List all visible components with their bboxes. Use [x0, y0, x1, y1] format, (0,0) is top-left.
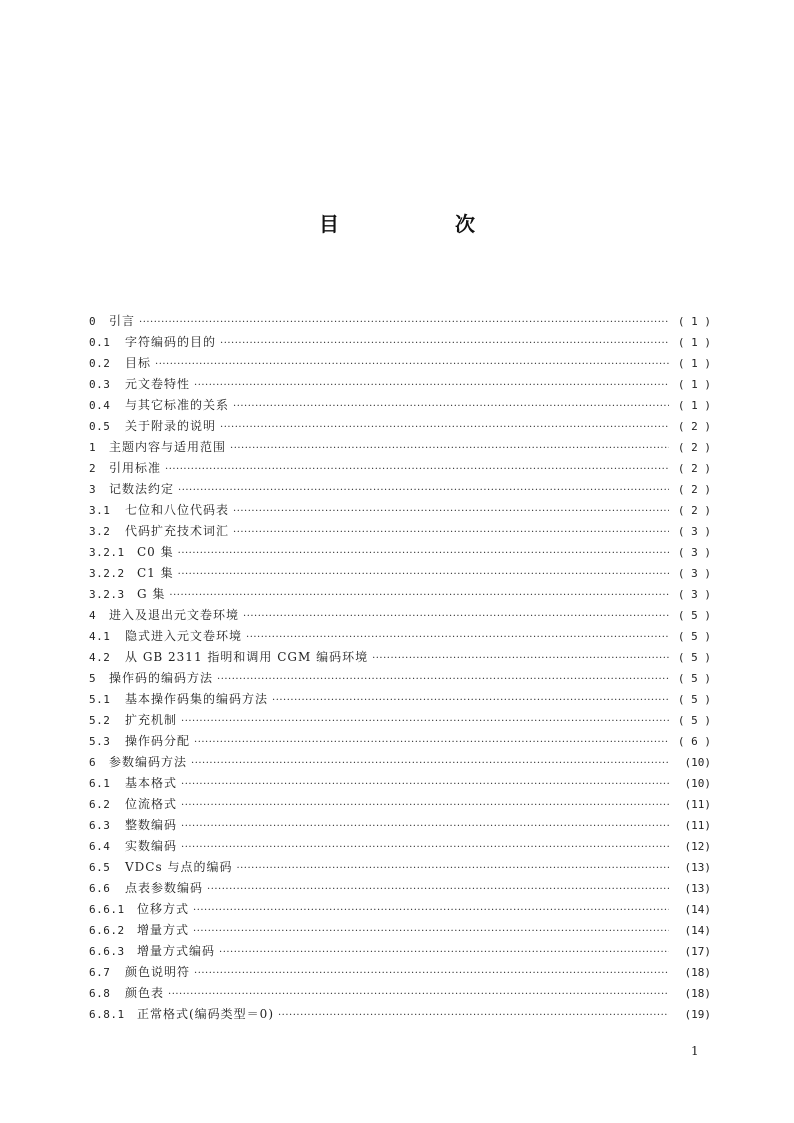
toc-entry-title: 引言: [109, 314, 136, 328]
toc-entry-page: (14): [684, 903, 711, 916]
toc-entry-title: 引用标准: [109, 461, 162, 475]
toc-dot-leader: [220, 417, 669, 438]
toc-entry-number: 0: [89, 315, 97, 328]
toc-entry[interactable]: [89, 983, 711, 1004]
toc-dot-leader: [178, 480, 669, 501]
toc-dot-leader: [181, 816, 669, 837]
toc-entry-title: 扩充机制: [125, 713, 178, 727]
toc-entry[interactable]: [89, 605, 711, 626]
toc-entry[interactable]: [89, 878, 711, 899]
toc-entry-title: VDCs 与点的编码: [125, 860, 233, 874]
toc-entry[interactable]: [89, 689, 711, 710]
toc-entry-page: (17): [684, 945, 711, 958]
toc-entry[interactable]: [89, 500, 711, 521]
toc-dot-leader: [243, 606, 669, 627]
toc-entry-page: (18): [684, 987, 711, 1000]
toc-entry-title: 实数编码: [125, 839, 178, 853]
toc-entry-page: (18): [684, 966, 711, 979]
toc-entry-number: 0.3: [89, 378, 111, 391]
toc-dot-leader: [181, 795, 669, 816]
toc-dot-leader: [233, 396, 669, 417]
toc-dot-leader: [194, 732, 669, 753]
toc-entry-title: 参数编码方法: [109, 755, 188, 769]
toc-entry-page: ( 3 ): [677, 546, 711, 559]
toc-entry-number: 5.1: [89, 693, 111, 706]
toc-entry-title: 从 GB 2311 指明和调用 CGM 编码环境: [125, 650, 369, 664]
toc-entry[interactable]: [89, 458, 711, 479]
toc-dot-leader: [219, 942, 669, 963]
toc-entry-page: ( 1 ): [677, 399, 711, 412]
toc-entry[interactable]: [89, 521, 711, 542]
toc-dot-leader: [169, 585, 669, 606]
toc-entry[interactable]: [89, 962, 711, 983]
toc-entry-page: ( 1 ): [677, 357, 711, 370]
toc-dot-leader: [207, 879, 669, 900]
toc-entry[interactable]: [89, 542, 711, 563]
toc-entry[interactable]: [89, 416, 711, 437]
toc-dot-leader: [178, 564, 669, 585]
toc-entry-title: 字符编码的目的: [125, 335, 217, 349]
toc-entry-title: 记数法约定: [109, 482, 175, 496]
toc-entry-title: 颜色说明符: [125, 965, 191, 979]
toc-entry-title: G 集: [137, 587, 166, 601]
toc-entry-number: 6.6.2: [89, 924, 125, 937]
toc-entry-page: ( 5 ): [677, 609, 711, 622]
toc-entry-number: 6.4: [89, 840, 111, 853]
toc-entry[interactable]: [89, 311, 711, 332]
toc-entry-number: 4.1: [89, 630, 111, 643]
toc-entry-page: ( 5 ): [677, 630, 711, 643]
toc-entry-title: 基本格式: [125, 776, 178, 790]
toc-entry-number: 6: [89, 756, 97, 769]
toc-entry-title: 点表参数编码: [125, 881, 204, 895]
toc-entry-number: 5.2: [89, 714, 111, 727]
toc-entry-title: 与其它标准的关系: [125, 398, 230, 412]
toc-dot-leader: [193, 900, 669, 921]
toc-entry[interactable]: [89, 941, 711, 962]
toc-entry-number: 0.5: [89, 420, 111, 433]
toc-entry[interactable]: [89, 794, 711, 815]
toc-dot-leader: [155, 354, 669, 375]
toc-entry-number: 3.2.3: [89, 588, 125, 601]
toc-entry[interactable]: [89, 563, 711, 584]
toc-entry-number: 3: [89, 483, 97, 496]
toc-entry-page: ( 5 ): [677, 693, 711, 706]
toc-dot-leader: [233, 522, 669, 543]
toc-entry[interactable]: [89, 752, 711, 773]
toc-entry-page: (14): [684, 924, 711, 937]
toc-entry[interactable]: [89, 731, 711, 752]
toc-entry[interactable]: [89, 395, 711, 416]
toc-entry[interactable]: [89, 773, 711, 794]
toc-entry-title: 增量方式编码: [137, 944, 216, 958]
toc-entry-number: 6.5: [89, 861, 111, 874]
toc-entry[interactable]: [89, 1004, 711, 1025]
toc-entry[interactable]: [89, 479, 711, 500]
toc-dot-leader: [178, 543, 669, 564]
toc-entry-number: 2: [89, 462, 97, 475]
toc-entry-number: 6.7: [89, 966, 111, 979]
toc-entry-title: 主题内容与适用范围: [109, 440, 227, 454]
toc-entry-title: 元文卷特性: [125, 377, 191, 391]
toc-dot-leader: [181, 774, 669, 795]
toc-entry-number: 6.6.1: [89, 903, 125, 916]
toc-entry-page: ( 2 ): [677, 420, 711, 433]
toc-entry-title: 关于附录的说明: [125, 419, 217, 433]
toc-entry-title: 操作码的编码方法: [109, 671, 214, 685]
toc-dot-leader: [194, 963, 669, 984]
toc-dot-leader: [193, 921, 669, 942]
toc-entry-number: 6.3: [89, 819, 111, 832]
toc-dot-leader: [372, 648, 669, 669]
toc-entry-title: 正常格式(编码类型＝0): [137, 1007, 274, 1021]
toc-entry-page: ( 1 ): [677, 336, 711, 349]
toc-dot-leader: [272, 690, 669, 711]
toc-entry-page: ( 2 ): [677, 462, 711, 475]
toc-entry-number: 1: [89, 441, 97, 454]
toc-entry-page: (13): [684, 882, 711, 895]
toc-entry-title: C0 集: [137, 545, 174, 559]
toc-entry[interactable]: [89, 353, 711, 374]
toc-entry-title: 七位和八位代码表: [125, 503, 230, 517]
toc-entry-number: 5: [89, 672, 97, 685]
toc-entry-title: C1 集: [137, 566, 174, 580]
toc-entry[interactable]: [89, 626, 711, 647]
toc-dot-leader: [165, 459, 669, 480]
toc-entry-number: 5.3: [89, 735, 111, 748]
toc-entry-title: 位流格式: [125, 797, 178, 811]
toc-dot-leader: [233, 501, 669, 522]
toc-entry-number: 6.6.3: [89, 945, 125, 958]
toc-dot-leader: [230, 438, 669, 459]
toc-dot-leader: [220, 333, 669, 354]
toc-entry-page: ( 6 ): [677, 735, 711, 748]
toc-entry-number: 3.2.2: [89, 567, 125, 580]
toc-entry-page: (13): [684, 861, 711, 874]
toc-entry-number: 3.2: [89, 525, 111, 538]
toc-entry[interactable]: [89, 899, 711, 920]
toc-entry-page: ( 2 ): [677, 441, 711, 454]
toc-dot-leader: [217, 669, 669, 690]
toc-entry-page: ( 2 ): [677, 483, 711, 496]
toc-entry[interactable]: [89, 857, 711, 878]
toc-entry-title: 颜色表: [125, 986, 165, 1000]
toc-entry-number: 3.1: [89, 504, 111, 517]
toc-entry-number: 0.2: [89, 357, 111, 370]
toc-entry-number: 6.1: [89, 777, 111, 790]
toc-entry-number: 4: [89, 609, 97, 622]
toc-dot-leader: [168, 984, 669, 1005]
toc-dot-leader: [194, 375, 669, 396]
toc-entry[interactable]: [89, 920, 711, 941]
toc-entry-number: 6.2: [89, 798, 111, 811]
toc-entry-page: ( 3 ): [677, 525, 711, 538]
toc-entry[interactable]: [89, 584, 711, 605]
toc-entry[interactable]: [89, 815, 711, 836]
table-of-contents: [89, 311, 711, 1025]
toc-entry-title: 代码扩充技术词汇: [125, 524, 230, 538]
toc-entry-title: 操作码分配: [125, 734, 191, 748]
toc-entry[interactable]: [89, 668, 711, 689]
toc-entry-page: ( 3 ): [677, 588, 711, 601]
toc-entry[interactable]: [89, 836, 711, 857]
toc-entry-title: 隐式进入元文卷环境: [125, 629, 243, 643]
toc-entry[interactable]: [89, 437, 711, 458]
toc-entry-page: (19): [684, 1008, 711, 1021]
toc-entry[interactable]: [89, 710, 711, 731]
toc-entry-number: 0.4: [89, 399, 111, 412]
toc-dot-leader: [191, 753, 669, 774]
toc-entry-number: 4.2: [89, 651, 111, 664]
toc-dot-leader: [246, 627, 669, 648]
toc-entry-page: ( 2 ): [677, 504, 711, 517]
toc-entry-number: 0.1: [89, 336, 111, 349]
toc-entry-page: (10): [684, 777, 711, 790]
toc-dot-leader: [181, 837, 669, 858]
toc-dot-leader: [181, 711, 669, 732]
toc-entry-page: ( 5 ): [677, 651, 711, 664]
toc-entry-title: 基本操作码集的编码方法: [125, 692, 269, 706]
toc-entry-number: 6.8: [89, 987, 111, 1000]
toc-entry-page: (10): [684, 756, 711, 769]
toc-entry-page: ( 5 ): [677, 714, 711, 727]
toc-entry-title: 目标: [125, 356, 152, 370]
toc-entry-title: 进入及退出元文卷环境: [109, 608, 240, 622]
page-title: 目 次: [319, 212, 523, 236]
toc-dot-leader: [236, 858, 669, 879]
toc-entry-page: (12): [684, 840, 711, 853]
toc-entry-title: 位移方式: [137, 902, 190, 916]
toc-entry[interactable]: [89, 332, 711, 353]
toc-entry[interactable]: [89, 647, 711, 668]
toc-entry-title: 增量方式: [137, 923, 190, 937]
toc-entry-page: ( 5 ): [677, 672, 711, 685]
toc-entry-page: (11): [684, 798, 711, 811]
toc-entry[interactable]: [89, 374, 711, 395]
page-number: 1: [691, 1044, 699, 1058]
toc-entry-number: 6.6: [89, 882, 111, 895]
toc-dot-leader: [278, 1005, 669, 1026]
toc-dot-leader: [139, 312, 669, 333]
toc-entry-number: 3.2.1: [89, 546, 125, 559]
toc-entry-page: ( 1 ): [677, 378, 711, 391]
toc-entry-page: ( 3 ): [677, 567, 711, 580]
toc-entry-page: (11): [684, 819, 711, 832]
toc-entry-page: ( 1 ): [677, 315, 711, 328]
toc-entry-number: 6.8.1: [89, 1008, 125, 1021]
toc-entry-title: 整数编码: [125, 818, 178, 832]
